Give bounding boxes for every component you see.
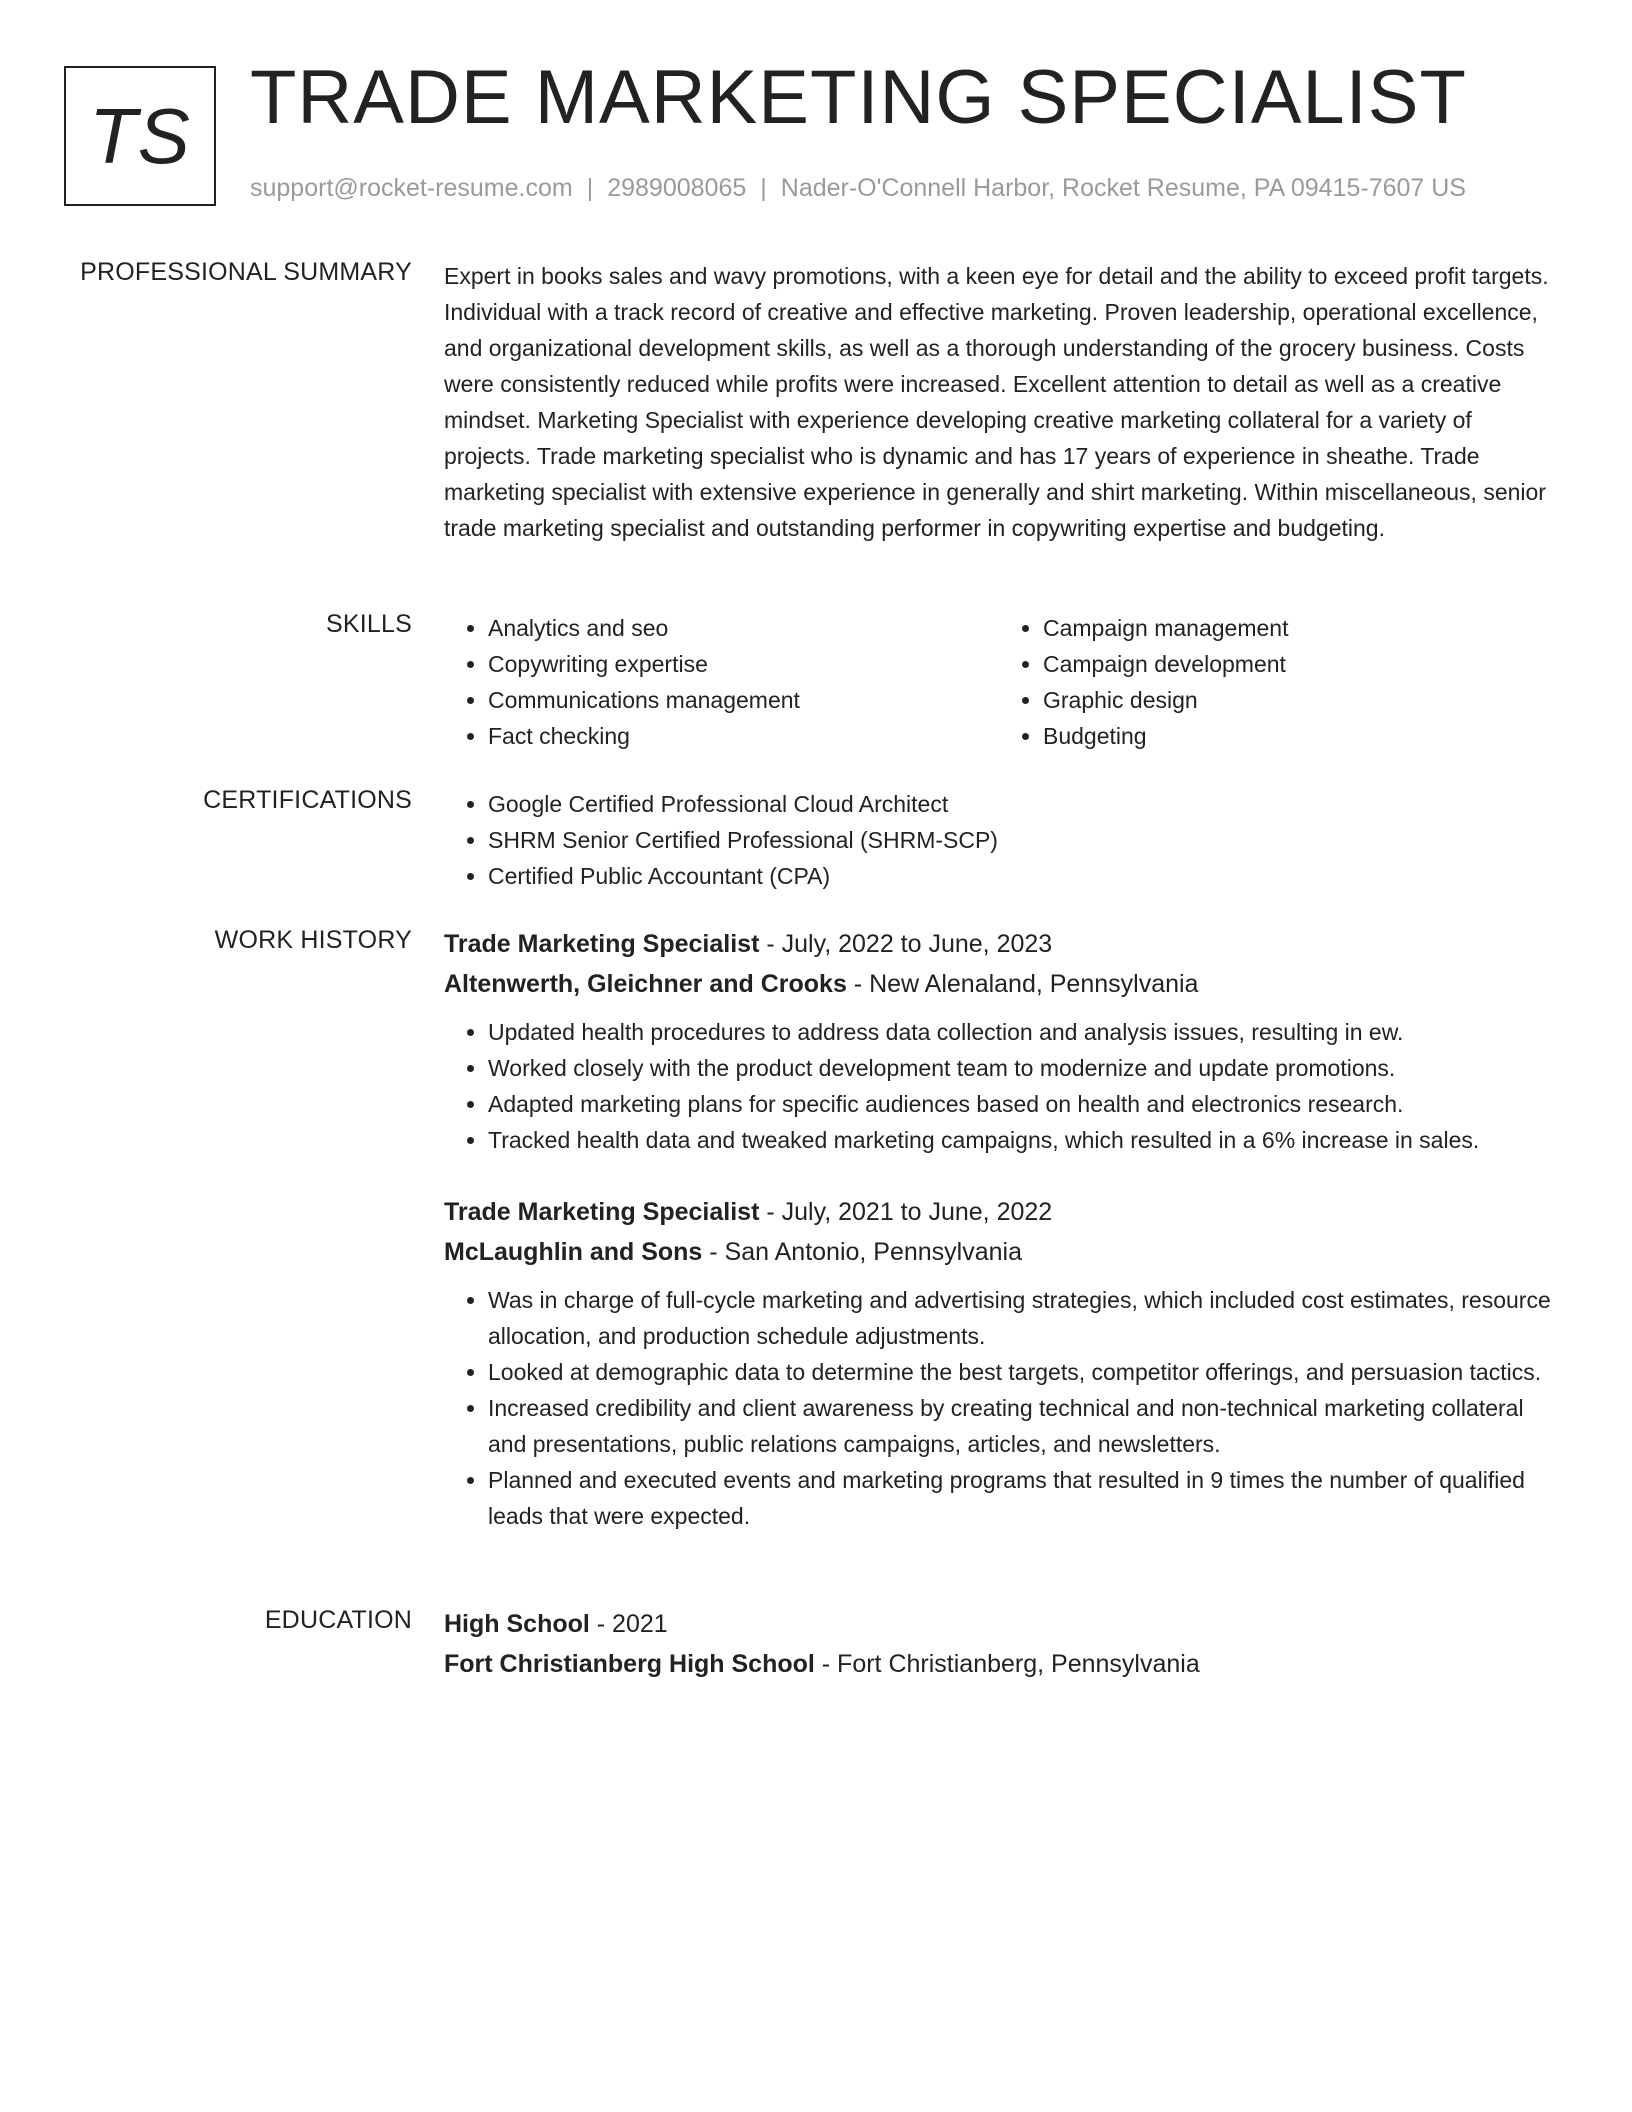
candidate-title: TRADE MARKETING SPECIALIST bbox=[250, 55, 1467, 140]
education-body bbox=[444, 1604, 1554, 1684]
job-location: - New Alenaland, Pennsylvania bbox=[846, 970, 1199, 998]
job-company-line bbox=[444, 964, 1554, 1004]
education-school: Fort Christianberg High School bbox=[444, 1650, 815, 1678]
job-bullet: • Tracked health data and tweaked marketing campaigns, which resulted in a 6% increase in sales. bbox=[488, 1122, 1554, 1158]
skill-item: • Fact checking bbox=[488, 718, 999, 754]
education-degree-line bbox=[444, 1604, 1554, 1644]
skill-item: • Campaign management bbox=[1043, 610, 1554, 646]
job-role: Trade Marketing Specialist bbox=[444, 1198, 760, 1226]
skill-item: • Analytics and seo bbox=[488, 610, 999, 646]
job-location: - San Antonio, Pennsylvania bbox=[702, 1238, 1022, 1266]
skills-list-left bbox=[444, 610, 999, 754]
certification-item: • Google Certified Professional Cloud Architect bbox=[488, 786, 1554, 822]
contact-phone: 2989008065 bbox=[607, 174, 747, 202]
job-company-line bbox=[444, 1232, 1554, 1272]
education-location: - Fort Christianberg, Pennsylvania bbox=[814, 1650, 1200, 1678]
job-bullet: • Worked closely with the product development team to modernize and update promotions. bbox=[488, 1050, 1554, 1086]
summary-body bbox=[444, 258, 1554, 546]
contact-line bbox=[250, 174, 1466, 203]
job-company: McLaughlin and Sons bbox=[444, 1238, 703, 1266]
work-history-heading: WORK HISTORY bbox=[214, 926, 412, 954]
job-bullet: • Adapted marketing plans for specific audiences based on health and electronics research. bbox=[488, 1086, 1554, 1122]
certification-item: • SHRM Senior Certified Professional (SHRM-SCP) bbox=[488, 822, 1554, 858]
skill-item: • Campaign development bbox=[1043, 646, 1554, 682]
monogram-logo: TS bbox=[64, 66, 216, 206]
skill-item: • Budgeting bbox=[1043, 718, 1554, 754]
education-degree: High School bbox=[444, 1610, 590, 1638]
job-company: Altenwerth, Gleichner and Crooks bbox=[444, 970, 847, 998]
skill-item: • Copywriting expertise bbox=[488, 646, 999, 682]
job-role: Trade Marketing Specialist bbox=[444, 930, 760, 958]
job-bullets bbox=[444, 1014, 1554, 1158]
education-year: - 2021 bbox=[589, 1610, 668, 1638]
skills-list-right bbox=[999, 610, 1554, 754]
job-dates: - July, 2021 to June, 2022 bbox=[759, 1198, 1053, 1226]
skills-heading: SKILLS bbox=[326, 610, 412, 638]
job-entry bbox=[444, 1192, 1554, 1534]
summary-text: Expert in books sales and wavy promotions, with a keen eye for detail and the ability to exceed profit targets. Individual with a track record of creative and effective marketing. Proven leadership, operational excellence, and organizational development skills, as well as a thorough understanding of the grocery business. Costs were consistently reduced while profits were increased. Excellent attention to detail as well as a creative mindset. Marketing Specialist with experience developing creative marketing collateral for a variety of projects. Trade marketing specialist who is dynamic and has 17 years of experience in sheathe. Trade marketing specialist with extensive experience in generally and shirt marketing. Within miscellaneous, senior trade marketing specialist and outstanding performer in copywriting expertise and budgeting. bbox=[444, 263, 1549, 541]
job-title-line bbox=[444, 1192, 1554, 1232]
education-heading: EDUCATION bbox=[264, 1606, 412, 1634]
summary-heading: PROFESSIONAL SUMMARY bbox=[80, 258, 412, 286]
job-bullet: • Looked at demographic data to determine the best targets, competitor offerings, and persuasion tactics. bbox=[488, 1354, 1554, 1390]
certifications-heading: CERTIFICATIONS bbox=[203, 786, 412, 814]
job-bullets bbox=[444, 1282, 1554, 1534]
contact-separator: | bbox=[586, 174, 594, 202]
contact-separator: | bbox=[760, 174, 767, 202]
contact-email: support@rocket-resume.com bbox=[250, 174, 573, 202]
job-bullet: • Updated health procedures to address data collection and analysis issues, resulting in ew. bbox=[488, 1014, 1554, 1050]
contact-address: Nader-O'Connell Harbor, Rocket Resume, PA 09415-7607 US bbox=[780, 174, 1466, 202]
education-school-line bbox=[444, 1644, 1554, 1684]
skills-body bbox=[444, 610, 1554, 754]
job-bullet: • Increased credibility and client awareness by creating technical and non-technical marketing collateral and presentations, public relations campaigns, articles, and newsletters. bbox=[488, 1390, 1554, 1462]
skill-item: • Graphic design bbox=[1043, 682, 1554, 718]
certifications-list bbox=[444, 786, 1554, 894]
job-bullet: • Planned and executed events and marketing programs that resulted in 9 times the number of qualified leads that were expected. bbox=[488, 1462, 1554, 1534]
job-dates: - July, 2022 to June, 2023 bbox=[759, 930, 1053, 958]
job-bullet: • Was in charge of full-cycle marketing and advertising strategies, which included cost estimates, resource allocation, and production schedule adjustments. bbox=[488, 1282, 1554, 1354]
skill-item: • Communications management bbox=[488, 682, 999, 718]
job-title-line bbox=[444, 924, 1554, 964]
certification-item: • Certified Public Accountant (CPA) bbox=[488, 858, 1554, 894]
job-entry bbox=[444, 924, 1554, 1158]
certifications-body bbox=[444, 786, 1554, 894]
